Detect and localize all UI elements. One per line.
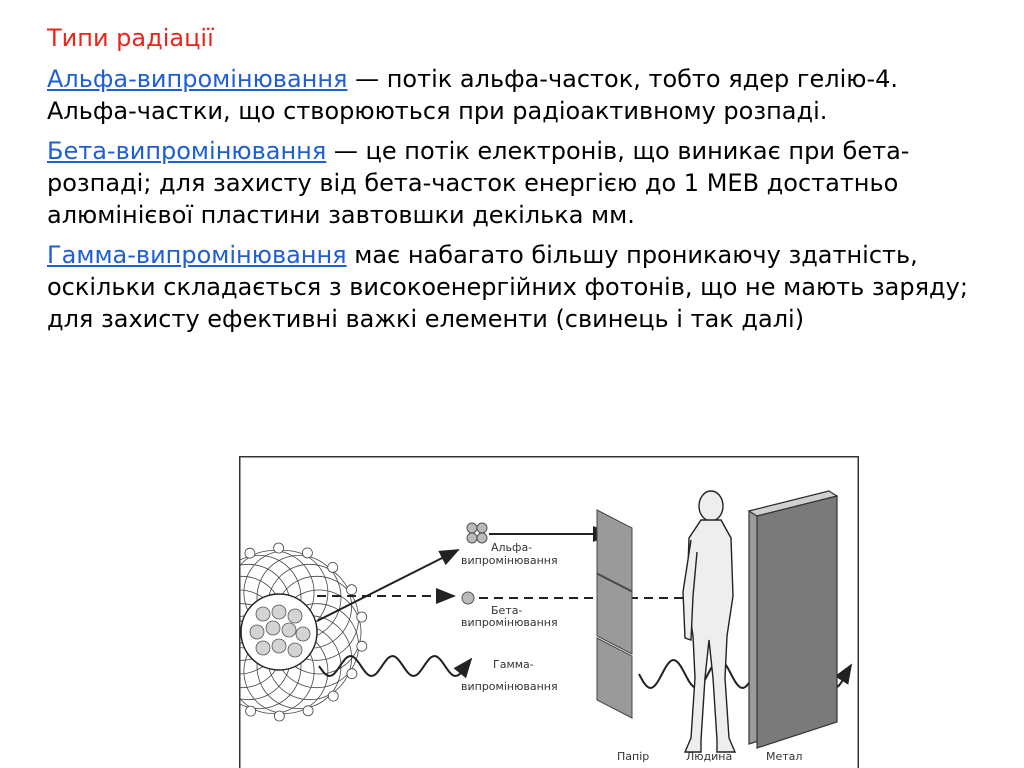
paper-label: Папір <box>617 750 650 763</box>
source-electron <box>274 543 284 553</box>
alpha-radiation-link[interactable]: Альфа-випромінювання <box>47 65 348 93</box>
source-electron <box>246 706 256 716</box>
source-electron <box>357 612 367 622</box>
human-label: Людина <box>686 750 733 763</box>
nucleon <box>272 639 286 653</box>
nucleon <box>282 623 296 637</box>
metal-block-face <box>757 496 837 748</box>
alpha-label-2: випромінювання <box>461 554 558 567</box>
gamma-label-2: випромінювання <box>461 680 558 693</box>
nucleon <box>272 605 286 619</box>
nucleon <box>296 627 310 641</box>
paper-sheets <box>597 510 632 718</box>
radiation-penetration-diagram <box>239 456 859 768</box>
human-head <box>699 491 723 521</box>
source-electron <box>328 691 338 701</box>
beta-description: — це потік електронів, що виникає при бета-розпаді; для захисту від бета-часток енергією до 1 МЕВ достатньо алюмінієвої пластини завтовшки декілька мм. <box>47 137 910 229</box>
text-body <box>47 63 982 343</box>
gamma-radiation-link[interactable]: Гамма-випромінювання <box>47 241 347 269</box>
beta-label-1: Бета- <box>491 604 523 617</box>
nucleon <box>288 643 302 657</box>
beta-radiation-link[interactable]: Бета-випромінювання <box>47 137 327 165</box>
nucleon <box>250 625 264 639</box>
beta-label-2: випромінювання <box>461 616 558 629</box>
alpha-label-1: Альфа- <box>491 541 533 554</box>
paragraph-beta <box>47 135 982 231</box>
nucleon <box>288 609 302 623</box>
gamma-label-1: Гамма- <box>493 658 534 671</box>
source-electron <box>328 562 338 572</box>
source-electron <box>245 548 255 558</box>
source-electron <box>347 585 357 595</box>
source-electron <box>303 706 313 716</box>
nucleon <box>266 621 280 635</box>
alpha-description: — потік альфа-часток, тобто ядер гелію-4. Альфа-частки, що створюються при радіоактивному розпаді. <box>47 65 899 125</box>
paragraph-alpha <box>47 63 982 127</box>
source-electron <box>347 669 357 679</box>
metal-block <box>749 491 837 748</box>
slide-title: Типи радіації <box>47 24 214 52</box>
gamma-description: має набагато більшу проникаючу здатність, оскільки складається з високоенергійних фотонів, що не мають заряду; для захисту ефективні важкі елементи (свинець і так далі) <box>47 241 968 333</box>
beta-particle-icon <box>462 592 474 604</box>
diagram-canvas <box>239 456 859 768</box>
paragraph-gamma <box>47 239 982 335</box>
source-electron <box>274 711 284 721</box>
source-electron <box>302 548 312 558</box>
source-electron <box>357 641 367 651</box>
nucleon <box>256 641 270 655</box>
metal-label: Метал <box>766 750 803 763</box>
nucleon <box>256 607 270 621</box>
